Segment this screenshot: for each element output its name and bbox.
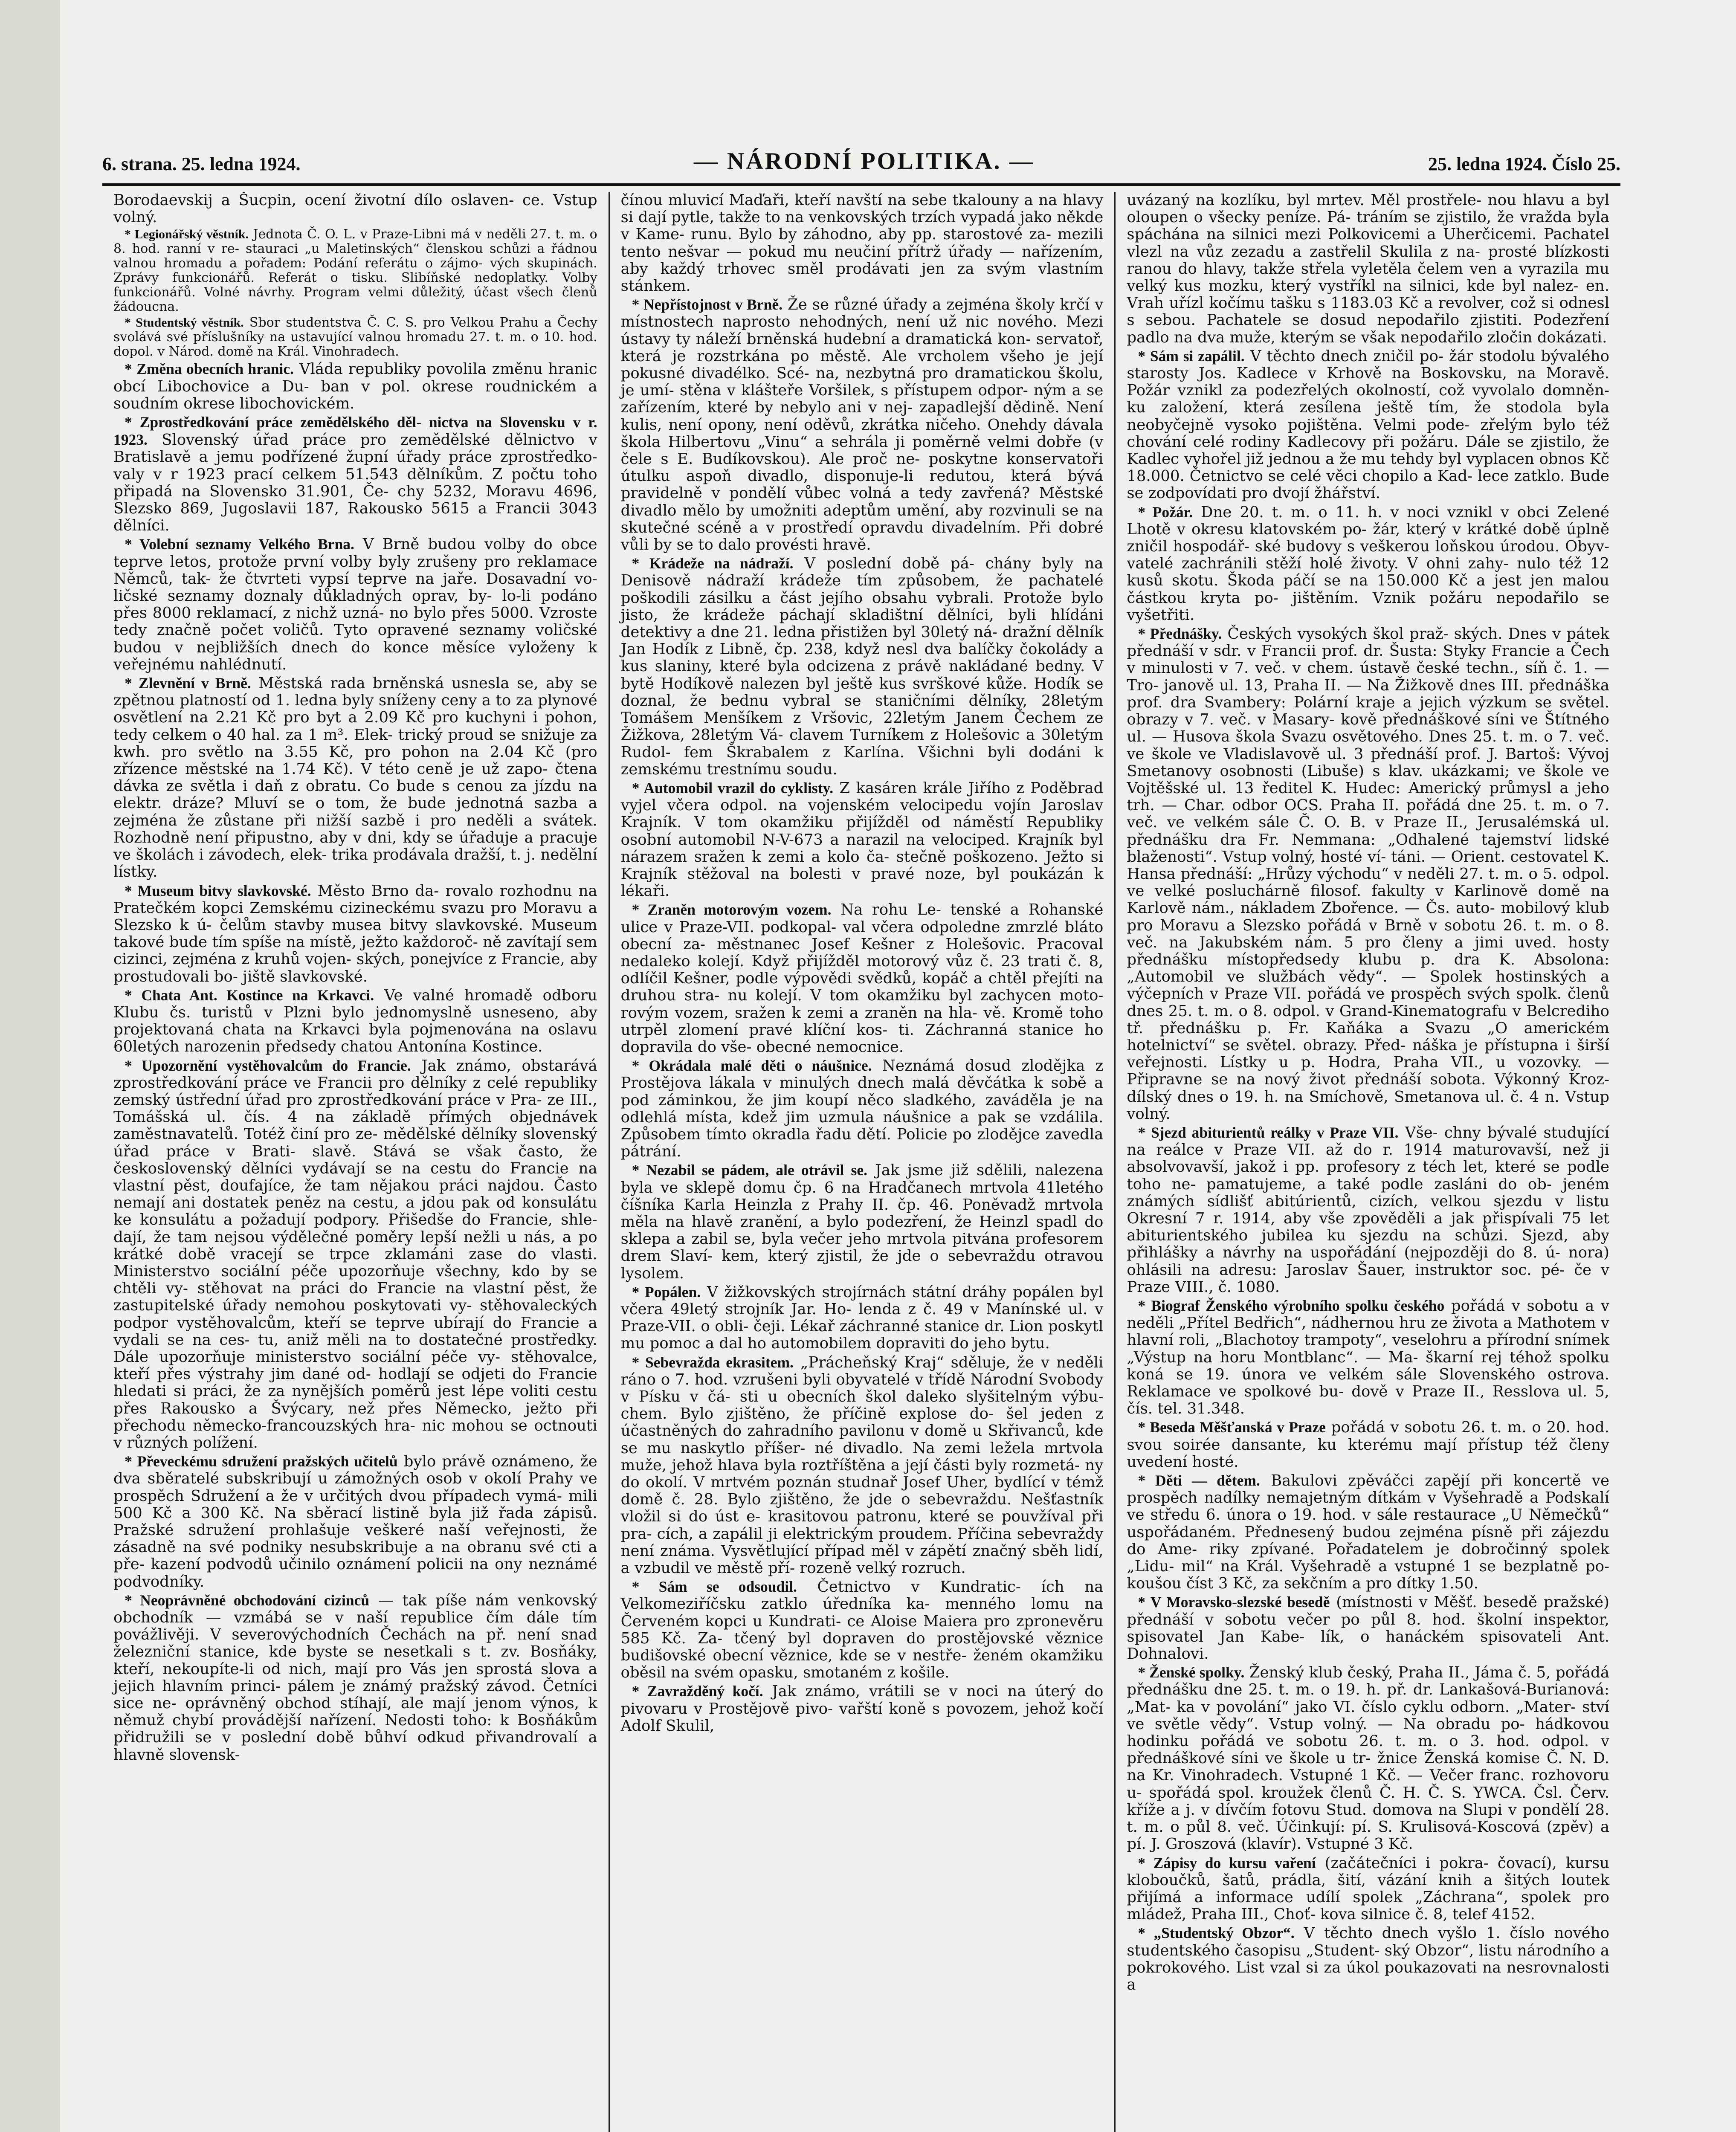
article-paragraph xyxy=(1127,1124,1609,1296)
article-paragraph xyxy=(113,316,597,359)
article-text: Četnictvo v Kundratic- ích na Velkomeziříčsku zatklo úředníka ka- menného lomu na Červeném kopci u Kundrati- ce Aloise Maiera pro zpronevěru 585 Kč. Za- tčený byl dopraven do prostějovské věznice budišovské obecní věznice, kde se v nestře- ženém okamžiku oběsil na svém opasku, smotaném z košile. xyxy=(620,1578,1104,1682)
page-header xyxy=(102,145,1620,175)
article-paragraph xyxy=(621,555,1104,778)
article-text: V těchto dnech vyšlo 1. číslo nového studentského časopisu „Student- ský Obzor“, listu národního a pokrokového. List vzal si za úkol poukazovati na nesrovnalosti a xyxy=(1127,1924,1610,1993)
article-text: Jak známo, vrátili se v noci na úterý do pivovaru v Prostějově pivo- vařští koně s povozem, jehož kočí Adolf Skulil, xyxy=(620,1683,1104,1735)
article-text: V těchto dnech zničil po- žár stodolu bývalého starosty Jos. Kadlece v Krhově na Boskovsku, na Moravě. Požár vznikl za podezřelých okolností, což vyvolalo domněn- ku založení, která zesílena ještě tím, že stodola byla neobyčejně vysoko pojištěna. Velmi pode- zřelým bylo též chování celé rodiny Kadlecovy při požáru. Dále se zjistilo, že Kadlec vyhořel již jednou a že mu tehdy byl vyplacen obnos Kč 18.000. Četnictvo se celé věci chopilo a Kad- lece zatklo. Bude se zodpovídati pro dvojí žhářství. xyxy=(1127,347,1610,502)
column-2 xyxy=(609,192,1115,2132)
article-text: — tak píše nám venkovský obchodník — vzmábá se v naší republice čím dále tím povážlivěji. V severovýchodních Čechách na př. není snad železniční stanice, kde byste se nesetkali s t. zv. Bosňáky, kteří, nekoupíte-li od nich, mají pro Vás jen sprostá slova a jejich hlavním princi- pálem je známý pražský závod. Četníci sice ne- oprávněný obchod stíhají, ale mají jenom výnos, k němuž chybí provádější nařízení. Nedosti toho: k Bosňákům přidružili se v poslední době bůhví odkud přivandrovalí a hlavně slovensk- xyxy=(113,1591,597,1764)
article-paragraph xyxy=(621,779,1104,900)
article-text: Bakulovi zpěváčci zapějí při koncertě ve prospěch nadílky nemajetným dítkám v Vyšehradě a Podskalí ve středu 6. února o 19. hod. v sále restaurace „U Němečků“ uspořádaném. Přednesený budou zejména písně při zájezdu do Ame- riky zpívané. Pořadatelem je dobročinný spolek „Lidu- mil“ na Král. Vyšehradě a vstupné 1 se bezplatně po- koušou číst 3 Kč, za sekčním a pro dítky 1.50. xyxy=(1127,1472,1610,1593)
article-text: uvázaný na kozlíku, byl mrtev. Měl prostřele- nou hlavu a byl oloupen o všecky peníze. Pá- tráním se zjistilo, že vražda byla spáchána na silnici mezi Polkovicemi a Uherčicemi. Pachatel vlezl na vůz zezadu a zastřelil Skulila z na- prosté blízkosti ranou do hlavy, takže střela vyletěla čelem ven a vyrazila mu velký kus mozku, který vystříkl na silnici, kde byl nalez- en. Vrah uřízl kočímu tašku s 1183.03 Kč a revolver, což si odnesl s sebou. Pachatele se dosud nepodařilo zjistiti. Podezření padlo na dva muže, kterým se však nepodařilo zločin dokázati. xyxy=(1127,192,1610,346)
article-text: V žižkovských strojírnách státní dráhy popálen byl včera 49letý strojník Jar. Ho- lenda z č. 49 v Manínské ul. v Praze-VII. o obli- čeji. Lékař záchranné stanice dr. Lion poskytl mu pomoc a dal ho automobilem dopraviti do jeho bytu. xyxy=(620,1283,1104,1353)
columns xyxy=(102,192,1620,2132)
article-paragraph xyxy=(113,675,597,881)
article-text: Borodaevskij a Šucpin, ocení životní dílo oslaven- ce. Vstup volný. xyxy=(113,192,597,226)
article-paragraph xyxy=(621,296,1104,553)
article-text: Že se různé úřady a zejména školy krčí v místnostech naprosto nehodných, není už nic nového. Mezi ústavy ty náleží brněnská hudební a dramatická kon- servatoř, která je rozstrkána po městě. Ale vrcholem všeho je její pokusné divadélko. Scé- na, nezbytná pro dramatickou školu, je umí- stěna v klášteře Voršilek, s přístupem odpor- ným a se zařízením, které by nebylo ani v nej- zapadlejší dědině. Není kulis, není opony, není oděvů, zkrátka ničeho. Onehdy dávala škola Hilbertovu „Vinu“ a sehrála ji poměrně velmi dobře (v čele s E. Budíkovskou). Ale proč ne- poskytne konservatoři útulku aspoň divadlo, disponuje-li redutou, která bývá pravidelně v pondělí vůbec volná a tedy zavřená? Městské divadlo mělo by umožniti adeptům umění, aby rozvinuli se na skutečné scéně a v prostředí opravdu divadelním. Při dobré vůli by se to dalo provésti hravě. xyxy=(620,296,1104,554)
article-text: Sbor studentstva Č. C. S. pro Velkou Prahu a Čechy svolává své příslušníky na ustavující valnou hromadu 27. t. m. o 10. hod. dopol. v Národ. domě na Král. Vinohradech. xyxy=(113,315,597,359)
article-paragraph xyxy=(1127,625,1609,1123)
article-heading: * Studentský věstník. xyxy=(125,316,244,330)
article-heading: * Beseda Měšťanská v Praze xyxy=(1138,1419,1326,1436)
article-paragraph xyxy=(1127,1472,1609,1592)
article-heading: * Zraněn motorovým vozem. xyxy=(632,901,832,918)
article-text: bylo právě oznámeno, že dva sběratelé subskribují u zámožných osob v okolí Prahy ve prospěch Sdružení a že v určitých dvou případech vymá- mili 500 Kč a 300 Kč. Na sběrací listině byla již řada zápisů. Pražské sdružení prohlašuje veškeré naší veřejnosti, že zásadně na své podniky nesubskribuje a na obranu své cti a pře- kazení podvodů učinilo oznámení policii na ony neznámé podvodníky. xyxy=(113,1453,597,1590)
article-paragraph xyxy=(621,1162,1104,1282)
article-paragraph xyxy=(1127,348,1609,502)
article-heading: * Požár. xyxy=(1138,503,1193,521)
article-heading: * Zavražděný kočí. xyxy=(632,1683,763,1700)
article-heading: * Sjezd abiturientů reálky v Praze VII. xyxy=(1138,1124,1399,1141)
article-paragraph xyxy=(621,1354,1104,1577)
article-heading: * Sám se odsoudil. xyxy=(632,1578,797,1596)
article-text: Městská rada brněnská usnesla se, aby se zpětnou platností od 1. ledna byly sníženy ceny a to za plynové osvětlení na 2.21 Kč pro byt a 2.09 Kč pro kuchyni i pohon, tedy celkem o 40 hal. za 1 m³. Elek- trický proud se snižuje za kwh. pro světlo na 3.55 Kč, pro pohon na 2.04 Kč (pro zřízence městské na 1.74 Kč). V této ceně je už zapo- čtena dávka ze světla i daň z obratu. Co bude s cenou za jízdu na elektr. dráze? Mluví se o tom, že bude jednotná sazba a zejména že zůstane při nižší sazbě i pro neděli a svátek. Rozhodně není připustno, aby v dni, kdy se úřaduje a pracuje ve školách i závodech, elek- trika prodávala dražší, t. j. nedělní lístky. xyxy=(113,675,597,881)
article-text: Město Brno da- rovalo rozhodnu na Pratečkém kopci Zemskému cizineckému svazu pro Moravu a Slezsko k ú- čelům stavby musea bitvy slavkovské. Museum takové bude tím spíše na místě, ježto každoroč- ně zavítají sem cizinci, zejména z kruhů vojen- ských, ponejvíce z Francie, aby prostudovali bo- jiště slavkovské. xyxy=(113,882,597,985)
newspaper-page xyxy=(102,128,1620,2132)
article-paragraph xyxy=(621,192,1104,295)
article-text: (začátečníci i pokra- čovací), kursu kloboučků, šatů, prádla, šití, vázání knih a šitých loutek přijímá a informace udílí spolek „Záchrana“, spolek pro mládež, Praha III., Choť- kova silnice č. 8, telef 4152. xyxy=(1127,1854,1610,1923)
masthead: — NÁRODNÍ POLITIKA. — xyxy=(693,148,1035,174)
article-paragraph xyxy=(113,414,597,534)
article-heading: * Zprostředkování práce zemědělského děl- nictva na Slovensku v r. 1923. xyxy=(113,414,597,449)
article-text: V Brně budou volby do obce teprve letos, protože první volby byly zrušeny pro reklamace Němců, tak- že čtvrteti vypsí teprve na jaře. Dosavadní vo- ličské seznamy doznaly důkladných oprav, by- lo-li podáno přes 8000 reklamací, z nichž uzná- no bylo přes 5000. Vzroste tedy značně počet voličů. Tyto opravené seznamy voličské budou v nejbližších dnech do konce měsíce vyloženy k veřejnému nahlédnutí. xyxy=(113,536,597,673)
article-heading: * „Studentský Obzor“. xyxy=(1138,1924,1295,1942)
header-rule xyxy=(102,183,1620,186)
article-paragraph xyxy=(113,227,597,314)
article-text: Neznámá dosud zlodějka z Prostějova lákala v minulých dnech malá děvčátka k sobě a pod záminkou, že jim koupí něco sladkého, zaváděla je na odlehlá místa, kdež jim uzmula náušnice a pak se vzdálila. Způsobem tímto okradla řadu dětí. Policie po zlodějce zavedla pátrání. xyxy=(620,1057,1104,1161)
column-3 xyxy=(1114,192,1620,2132)
article-text: Dne 20. t. m. o 11. h. v noci vznikl v obci Zelené Lhotě v okresu klatovském po- žár, který v krátké době úplně zničil hospodář- ské budovy s veškerou loňskou úrodou. Obyv- vatelé zachránili stěží holé životy. V ohni zahy- nulo též 12 kusů skotu. Škoda páčí se na 150.000 Kč a jest jen malou částkou kryta po- jištěním. Vznik požáru nepodařilo se vyšetřiti. xyxy=(1127,503,1610,624)
article-text: Slovenský úřad práce pro zemědělské dělnictvo v Bratislavě a jemu podřízené župní úřady práce zprostředko- valy v r 1923 prací celkem 51.543 dělníkům. Z počtu toho připadá na Slovensko 31.901, Če- chy 5232, Moravu 4696, Slezsko 869, Jugoslavii 187, Rakousko 5615 a Francii 3043 dělníci. xyxy=(113,431,597,535)
column-1 xyxy=(102,192,609,2132)
article-text: Jak známo, obstarává zprostředkování práce ve Francii pro dělníky z celé republiky zemský ústřední úřad pro zprostředkování práce v Pra- ze III., Tomášská ul. čís. 4 na základě přímých objednávek zaměstnavatelů. Totéž činí pro ze- mědělské dělníky slovenský úřad práce v Brati- slavě. Stává se však často, že československý dělníci vydávají se na cestu do Francie na vlastní pěst, doufajíce, že tam nějakou práci najdou. Často nemají ani dostatek peněz na cestu, a jdou pak od konsulátu ke konsulátu a požadují podpory. Přišedše do Francie, shle- dají, že tam nejsou výdělečné poměry lepší nežli u nás, a po krátké době vracejí se trpce zklamáni zase do vlasti. Ministerstvo sociální péče upozorňuje všechny, kdo by se chtěli vy- stěhovat na práci do Francie na vlastní pěst, že zastupitelské úřady nemohou poskytovati vy- stěhovaleckých podpor vystěhovalcům, kteří se teprve ubírají do Francie a vydali se na ces- tu, aniž měli na to dostatečné prostředky. Dále upozorňuje ministerstvo sociální péče vy- stěhovalce, kteří přes výstrahy jim dané od- hodlají se odjeti do Francie hledati si práci, že za nynějších poměrů jest lépe voliti cestu přes Rakousko a Švýcary, než přes Německo, ježto při přechodu německo-francouzských hra- nic mohou se octnouti v různých polížení. xyxy=(113,1057,597,1451)
article-heading: * Chata Ant. Kostince na Krkavci. xyxy=(125,986,374,1004)
article-heading: * Volební seznamy Velkého Brna. xyxy=(125,536,354,553)
article-heading: * Nezabil se pádem, ale otrávil se. xyxy=(632,1162,867,1179)
article-text: Z kasáren krále Jiřího z Poděbrad vyjel včera odpol. na vojenském velocipedu vojín Jaroslav Krajník. V tom okamžiku přijížděl od náměstí Republiky osobní automobil N-V-673 a narazil na velociped. Krajník byl nárazem sražen k zemi a kolo ča- stečně poškozeno. Ježto si Krajník stěžoval na bolesti v pravé noze, byl poukázán k lékaři. xyxy=(620,779,1104,900)
article-text: (místnosti v Měšť. besedě pražské) přednáší v sobotu večer po půl 8. hod. školní inspektor, spisovatel Jan Kabe- lík, o hanáckém spisovateli Ant. Dohnalovi. xyxy=(1127,1593,1610,1663)
article-heading: * Popálen. xyxy=(632,1283,701,1301)
article-paragraph xyxy=(621,1578,1104,1681)
article-heading: * Krádeže na nádraží. xyxy=(632,555,794,572)
article-paragraph xyxy=(1127,192,1609,346)
article-paragraph xyxy=(1127,1854,1609,1923)
article-paragraph xyxy=(113,192,597,226)
article-paragraph xyxy=(1127,1419,1609,1471)
article-paragraph xyxy=(113,1057,597,1452)
header-date-left: 6. strana. 25. ledna 1924. xyxy=(102,154,301,174)
article-paragraph xyxy=(113,882,597,985)
article-text: Českých vysokých škol praž- ských. Dnes v pátek přednáší v sdr. v Francii prof. dr. Šusta: Styky Francie a Čech v minulosti v 7. več. v chem. ústavě české techn., síň č. 1. — Tro- janově ul. 13, Praha II. — Na Žižkově dnes III. přednáška prof. dra Svambery: Polární kraje a jejich výzkum se světel. obrazy v 7. več. v Masary- kově přednáškové síni ve Štítného ul. — Husova škola Svazu osvětového. Dnes 25. t. m. o 7. več. ve škole ve Vladislavově ul. 3 přednáší prof. J. Bartoš: Vývoj Smetanovy osobnosti (Libuše) s klav. ukázkami; ve škole ve Vojtěšské ul. 13 ředitel K. Hudec: Americký průmysl a jeho trh. — Char. odbor OCS. Praha II. pořádá dne 25. t. m. o 7. več. ve velkém sále Č. O. B. v Praze II., Jerusalémská ul. přednášku dra Fr. Nemmana: „Odhalené tajemství lidské blaženosti“. Vstup volný, hosté ví- táni. — Orient. cestovatel K. Hansa přednáší: „Hrůzy východu“ v neděli 27. t. m. o 5. odpol. ve velké posluchárně filosof. fakulty v Karlinově domě na Karlově nám., nákladem Zbořence. — Čs. auto- mobilový klub pro Moravu a Slezsko pořádá v Brně v sobotu 26. t. m. o 8. več. na Jakubském nám. 5 pro členy a jimi uved. hosty přednášku místopředsedy klubu p. dra K. Absolona: „Automobil ve službách vědy“. — Spolek hostinských a výčepních v Praze VII. pořádá ve prospěch svých spolk. členů dnes 25. t. m. o 8. odpol. v Grand-Kinematografu v Belcrediho tř. přednášku p. Fr. Kaňáka a Svazu „O americkém hotelnictví“ se světel. obrazy. Před- náška je přístupna i širší veřejnosti. Lístky u p. Hodra, Praha VII., u vozovky. — Připravne se na nový život přednáší sobota. Výkonný Kroz- dílský dnes o 19. h. na Smíchově, Smetanova ul. č. 4 n. Vstup volný. xyxy=(1127,625,1610,1123)
article-heading: * Děti — dětem. xyxy=(1138,1472,1260,1489)
article-text: čínou mluvicí Maďaři, kteří navští na sebe tkalouny a na hlavy si dají pytle, takže to na venkovských trzích vypadá jako někde v Kame- runu. Bylo by záhodno, aby pp. starostové za- mezili tento nešvar — pokud mu neučiní přítrž úřady — nařízením, aby každý trhovec směl prodávati jen za svým vlastním stánkem. xyxy=(620,192,1104,295)
article-text: Vláda republiky povolila změnu hranic obcí Libochovice a Du- ban v pol. okrese roudnickém a soudním okrese libochovickém. xyxy=(113,360,597,412)
article-heading: * Museum bitvy slavkovské. xyxy=(125,882,311,899)
article-heading: * Neoprávněné obchodování cizinců xyxy=(125,1591,370,1609)
article-text: V poslední době pá- chány byly na Denisově nádraží krádeže tím způsobem, že pachatelé poškodili zásilku a část jejího obsahu vybrali. Protože bylo jisto, že krádeže páchají skladištní dělníci, byli hlídáni detektivy a dne 21. ledna přistižen byl 30letý ná- dražní dělník Jan Hodík z Libně, čp. 238, když nesl dva balíčky čokolády a kus slaniny, které byla odcizena z právě nakládané bedny. V bytě Hodíkově nalezen byl ještě kus svrškové kůže. Hodík se doznal, že bednu vybral se staničními dělníky, 28letým Tomášem Menšíkem z Vršovic, 22letým Janem Čechem ze Žižkova, 28letým Vá- clavem Turníkem z Holešovic a 30letým Rudol- fem Škrabalem z Karlína. Všichni byli dodáni k zemskému trestnímu soudu. xyxy=(620,555,1104,778)
article-heading: * Legionářský věstník. xyxy=(125,227,249,242)
article-heading: * Přednášky. xyxy=(1138,625,1222,643)
article-paragraph xyxy=(1127,504,1609,624)
article-paragraph xyxy=(1127,1924,1609,1993)
article-paragraph xyxy=(113,1592,597,1764)
article-text: Ve valné hromadě odboru Klubu čs. turistů v Plzni bylo jednomyslně usneseno, aby projektovaná chata na Krkavci byla pojmenována na oslavu 60letých narozenin předsedy chatou Antonína Kostince. xyxy=(113,986,597,1056)
article-heading: * Převeckému sdružení pražských učitelů xyxy=(125,1453,398,1470)
article-heading: * Automobil vrazil do cyklisty. xyxy=(632,779,834,797)
article-heading: * Sám si zapálil. xyxy=(1138,347,1245,365)
article-paragraph xyxy=(621,1283,1104,1353)
article-heading: * Upozornění vystěhovalcům do Francie. xyxy=(125,1057,411,1074)
scan-edge xyxy=(0,0,60,2132)
article-heading: * Ženské spolky. xyxy=(1138,1664,1245,1681)
article-paragraph xyxy=(113,360,597,412)
article-paragraph xyxy=(1127,1664,1609,1853)
article-paragraph xyxy=(621,1057,1104,1160)
article-heading: * Zápisy do kursu vaření xyxy=(1138,1854,1316,1871)
article-heading: * Zlevnění v Brně. xyxy=(125,675,251,692)
article-paragraph xyxy=(113,1453,597,1590)
article-text: pořádá v sobotu 26. t. m. o 20. hod. svou soirée dansante, ku kterému mají přístup též členy uvedení hosté. xyxy=(1127,1419,1610,1471)
article-paragraph xyxy=(621,1683,1104,1735)
header-date-right: 25. ledna 1924. Číslo 25. xyxy=(1428,154,1620,174)
article-text: Vše- chny bývalé studující na reálce v Praze VII. až do r. 1914 maturovavší, než ji absolvovavší, jakož i pp. profesory z téch let, které se podle toho ne- pamatujeme, a také podle zasláni do ob- jeném známých sídlišť abitúrientů, cizích, velkou sjezdu v listu Okresní 7 r. 1914, aby vše zpověděli a jak přispívali 75 let abiturientského jubilea ku sjezdu na schůzi. Sjezd, aby přihlášky a návrhy na uspořádání (nejpozději do 8. ú- nora) ohlásili na adresu: Jaroslav Šauer, instruktor soc. pé- če v Praze VIII., č. 1080. xyxy=(1127,1124,1610,1296)
article-text: pořádá v sobotu a v neděli „Přítel Bedřich“, nádhernou hru ze života a Mathotem v hlavní roli, „Blachotoy trampoty“, veselohru a přírodní snímek „Výstup na horu Montblanc“. — Ma- škarní rej téhož spolku koná se 19. února ve velkém sále Slovenského ostrova. Reklamace ve spolkové bu- dově v Praze II., Resslova ul. 5, čís. tel. 31.348. xyxy=(1127,1297,1610,1418)
article-paragraph xyxy=(113,987,597,1056)
article-paragraph xyxy=(1127,1297,1609,1417)
article-paragraph xyxy=(113,536,597,673)
article-text: „Prácheňský Kraj“ sděluje, že v neděli ráno o 7. hod. vzrušeni byli obyvatelé v třídě Národní Svobody v Písku v čá- sti u obecních škol daleko slyšitelným výbu- chem. Bylo zjištěno, že příčině explose do- šel jeden z účastněných do zahradního pavilonu v domě u Skřivanců, kde se mu naskytlo příšer- né divadlo. Na zemi ležela mrtvola muže, jehož hlava byla roztříštěna a její části byly rozmetá- ny do okolí. V mrtvém poznán studnař Josef Uher, bydlící v témž domě č. 28. Bylo zjištěno, že jde o sebevraždu. Nešťastník vložil si do úst e- krasitovou patronu, které se pouvžíval při pra- cích, a zapálil ji elektrickým proudem. Příčina sebevraždy není známa. Vysvětlující případ měl v zápětí značný sběh lidí, a vzbudil ve městě pří- rozeně velký rozruch. xyxy=(620,1353,1104,1577)
article-heading: * V Moravsko-slezské besedě xyxy=(1138,1593,1330,1611)
article-heading: * Nepřístojnost v Brně. xyxy=(632,296,783,313)
article-heading: * Změna obecních hranic. xyxy=(125,360,294,378)
article-heading: * Okrádala malé děti o náušnice. xyxy=(632,1057,872,1075)
article-text: Jednota Č. O. L. v Praze-Libni má v neděli 27. t. m. o 8. hod. ranní v re- stauraci „u Maletinských“ členskou schůzi a řádnou valnou hromadu a pořadem: Podání referátu o zájmo- vých skupinách. Zprávy funkcionářů. Referát o tisku. Slibíňské nedoplatky. Volby funkcionářů. Volné návrhy. Program velmi důležitý, účast všech členů žádoucna. xyxy=(113,227,597,315)
article-text: Ženský klub český, Praha II., Jáma č. 5, pořádá přednášku dne 25. t. m. o 19. h. př. dr. Lankašová-Burianová: „Mat- ka v povolání“ jako VI. číslo cyklu odborn. „Mater- ství ve světle vědy“. Vstup volný. — Na obradu po- hádkovou hodinku pořádá ve sobotu 26. t. m. o 3. hod. odpol. v přednáškové síni ve škole u tr- žnice Ženská komise Č. N. D. na Kr. Vinohradech. Vstupné 1 Kč. — Večer franc. rozhovoru u- spořádá spol. kroužek členů Č. H. Č. S. YWCA. Čsl. Červ. kříže a j. v dívčím fotovu Stud. domova na Slupi v pondělí 28. t. m. o půl 8. več. Účinkují: pí. S. Krulisová-Koscová (zpěv) a pí. J. Groszová (klavír). Vstupné 3 Kč. xyxy=(1127,1664,1610,1853)
article-heading: * Biograf Ženského výrobního spolku českého xyxy=(1138,1297,1445,1314)
article-heading: * Sebevražda ekrasitem. xyxy=(632,1353,794,1371)
article-paragraph xyxy=(1127,1593,1609,1663)
article-text: Na rohu Le- tenské a Rohanské ulice v Praze-VII. podkopal- val včera odpoledne zmrzlé bláto obecní za- městnanec Josef Kešner z Holešovic. Pracoval nedaleko kolejí. Když přijížděl motorový vůz č. 23 trati č. 8, odlíčil Kešner, podle výpovědi svědků, kopáč a chtěl přejíti na druhou stra- nu kolejí. V tom okamžiku byl zachycen moto- rovým vozem, sražen k zemi a zraněn na hla- vě. Kromě toho utrpěl zlomení pravé klíční kos- ti. Záchranná stanice ho dopravila do vše- obecné nemocnice. xyxy=(620,901,1104,1056)
article-text: Jak jsme již sdělili, nalezena byla ve sklepě domu čp. 6 na Hradčanech mrtvola 41letého číšníka Karla Heinzla z Prahy II. čp. 46. Poněvadž mrtvola měla na hlavě zranění, a bylo podezření, že Heinzl spadl do sklepa a zabil se, byla večer jeho mrtvola pitvána profesorem drem Slaví- kem, který zjistil, že jde o sebevraždu otravou lysolem. xyxy=(620,1162,1104,1282)
article-paragraph xyxy=(621,901,1104,1056)
